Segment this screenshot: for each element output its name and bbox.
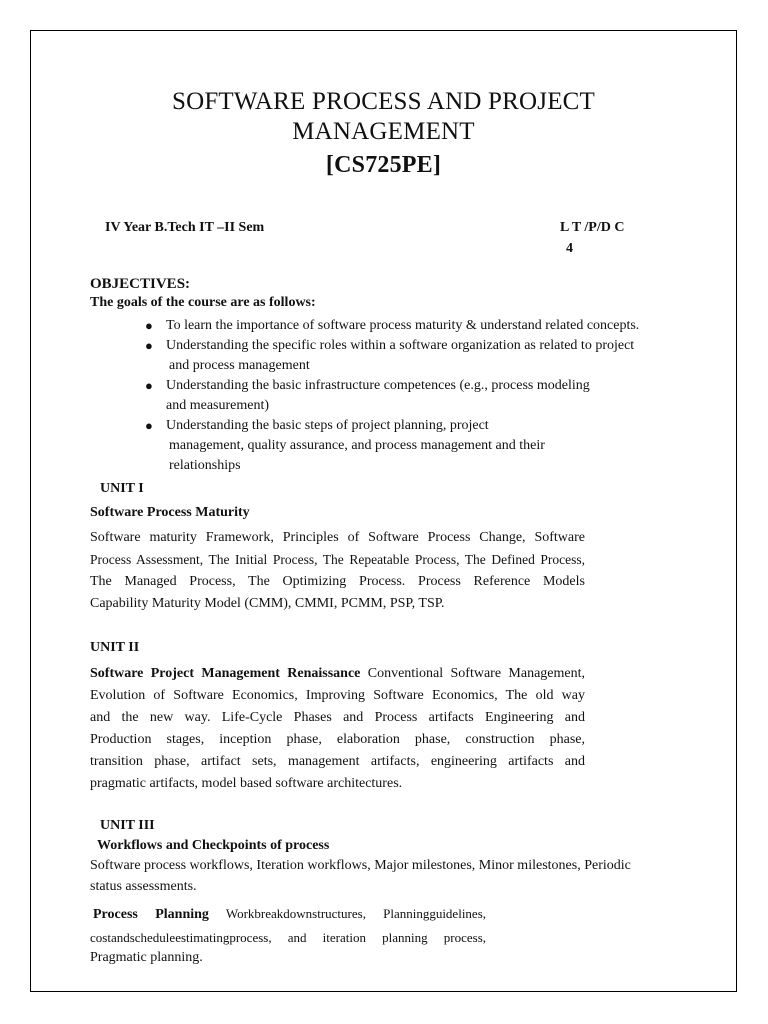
unit1-line: Software maturity Framework, Principles of Software Process Change, Software bbox=[90, 530, 585, 545]
credits-value: 4 bbox=[566, 241, 573, 256]
objective-line: Understanding the specific roles within a software organization as related to project bbox=[166, 338, 635, 353]
unit3-line: status assessments. bbox=[90, 879, 197, 894]
objective-line: management, quality assurance, and process management and their bbox=[169, 438, 545, 453]
unit2-first-line-rest: Conventional Software Management, bbox=[360, 666, 585, 681]
objective-line: and measurement) bbox=[166, 398, 270, 413]
objective-line: To learn the importance of software process maturity & understand related concepts. bbox=[166, 318, 640, 333]
objective-item bbox=[145, 316, 696, 336]
objective-item bbox=[145, 336, 696, 376]
unit1-line: Process Assessment, The Initial Process, The Repeatable Process, The Defined Process, bbox=[90, 552, 585, 567]
process-planning-line: costandscheduleestimatingprocess, and iteration planning process, bbox=[90, 930, 486, 945]
unit2-line: and the new way. Life-Cycle Phases and Process artifacts Engineering and bbox=[90, 710, 585, 725]
bullet-icon: ● bbox=[145, 338, 153, 353]
unit2-line: Production stages, inception phase, elaboration phase, construction phase, bbox=[90, 732, 585, 747]
unit3-heading: UNIT III bbox=[100, 818, 155, 833]
objective-item bbox=[145, 416, 696, 476]
unit1-line: The Managed Process, The Optimizing Process. Process Reference Models bbox=[90, 574, 585, 589]
objective-line: and process management bbox=[169, 358, 310, 373]
objective-item bbox=[145, 376, 696, 416]
unit2-title: Software Project Management Renaissance bbox=[90, 666, 361, 681]
objective-line: relationships bbox=[169, 458, 241, 473]
process-planning-line: Pragmatic planning. bbox=[90, 950, 203, 965]
objectives-heading: OBJECTIVES: bbox=[90, 276, 191, 292]
objectives-list bbox=[145, 316, 696, 476]
unit2-line: pragmatic artifacts, model based software architectures. bbox=[90, 776, 403, 791]
process-planning-line bbox=[90, 903, 486, 926]
document-title-line2: MANAGEMENT bbox=[292, 118, 475, 145]
unit2-first-line bbox=[90, 663, 585, 685]
bullet-icon: ● bbox=[145, 378, 153, 393]
unit2-line: Evolution of Software Economics, Improving Software Economics, The old way bbox=[90, 688, 585, 703]
document-title-line1: SOFTWARE PROCESS AND PROJECT bbox=[171, 88, 596, 115]
unit1-line: Capability Maturity Model (CMM), CMMI, PCMM, PSP, TSP. bbox=[90, 596, 445, 611]
unit3-line: Software process workflows, Iteration workflows, Major milestones, Minor milestones, Periodic bbox=[90, 858, 631, 873]
process-planning-line-rest: Workbreakdownstructures, Planningguidelines, bbox=[208, 906, 487, 921]
objective-line: Understanding the basic infrastructure competences (e.g., process modeling bbox=[166, 378, 590, 393]
bullet-icon: ● bbox=[145, 418, 153, 433]
objective-line: Understanding the basic steps of project planning, project bbox=[166, 418, 489, 433]
unit1-subheading: Software Process Maturity bbox=[90, 505, 250, 520]
unit2-heading: UNIT II bbox=[90, 640, 140, 655]
course-code: [CS725PE] bbox=[325, 152, 442, 178]
year-semester: IV Year B.Tech IT –II Sem bbox=[105, 220, 265, 235]
objectives-intro: The goals of the course are as follows: bbox=[90, 295, 316, 310]
process-planning-title: Process Planning bbox=[93, 907, 209, 922]
bullet-icon: ● bbox=[145, 318, 153, 333]
unit3-subheading: Workflows and Checkpoints of process bbox=[97, 838, 330, 853]
ltpc-label: L T /P/D C bbox=[560, 220, 625, 235]
unit2-line: transition phase, artifact sets, management artifacts, engineering artifacts and bbox=[90, 754, 585, 769]
unit1-heading: UNIT I bbox=[100, 481, 144, 496]
